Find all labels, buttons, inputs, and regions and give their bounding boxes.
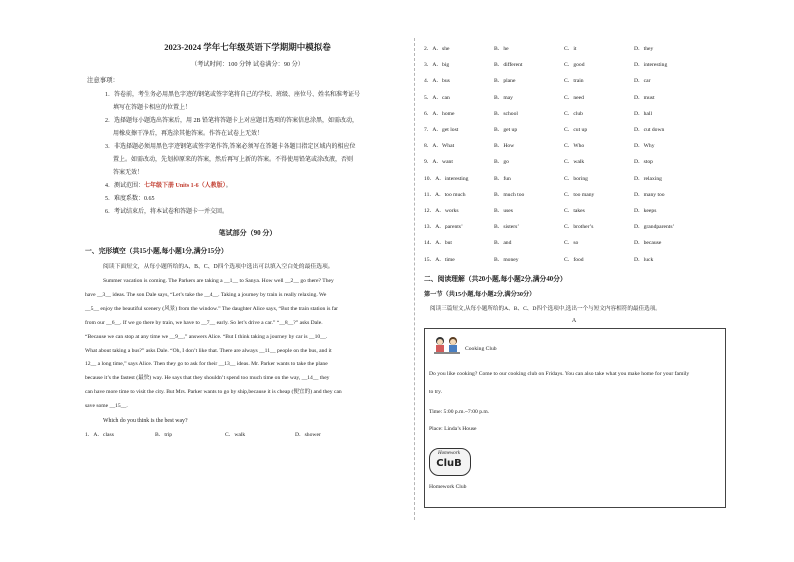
exam-subtitle: （考试时间：100 分钟 试卷满分：90 分） — [191, 61, 304, 68]
option-b: B．may — [494, 94, 513, 101]
option-a: 13．A．parents’ — [424, 224, 463, 231]
reading-section-heading: 二、阅读理解（共20小题,每小题2分,满分40分） — [424, 275, 567, 283]
reading-subsection-heading: 第一节（共15小题,每小题2分,满分30分） — [424, 290, 536, 298]
option-b: B．much too — [494, 191, 525, 198]
option-row-7 — [424, 121, 724, 137]
option-row-13 — [424, 218, 724, 234]
cooking-place: Place: Linda’s House — [429, 425, 477, 432]
option-row-5 — [424, 89, 724, 105]
option-c: C．takes — [564, 207, 585, 214]
option-row-11 — [424, 186, 724, 202]
passage-line: What about taking a bus?” asks Dale. “Oh, I don’t like that. There are always __11__ people on the bus, and it — [85, 347, 332, 354]
option-b: B．trip — [155, 431, 173, 438]
written-part-heading: 笔试部分（90 分） — [218, 229, 277, 237]
option-d: D．they — [634, 46, 654, 53]
option-a: 9．A．want — [424, 159, 453, 166]
cooking-text: to try. — [429, 388, 442, 395]
option-a: 6．A．home — [424, 110, 455, 117]
option-row-8 — [424, 137, 724, 153]
option-d: D．because — [634, 240, 662, 247]
passage-line: Summer vacation is coming. The Parkers are taking a __1__ to Sanya. How well __2__ go there? They — [103, 278, 334, 284]
option-d: D．luck — [634, 256, 654, 263]
option-b: B．different — [494, 62, 523, 69]
option-row-4 — [424, 72, 724, 88]
option-row-9 — [424, 153, 724, 169]
option-d: D．car — [634, 78, 651, 85]
passage-line: from our __6__. If we go there by train, we have to __7__ early. So let’s drive a car.” “__8__?” asks Dale. — [85, 319, 323, 326]
option-d: D．Why — [634, 143, 655, 150]
option-a: 2．A．she — [424, 46, 450, 53]
option-d: D．must — [634, 94, 655, 101]
reading-instruction: 阅读三篇短文,从每小题所给的A、B、C、D四个选项中,选出一个与短文内容相符的最佳选项。 — [430, 305, 661, 312]
scope-highlight: 七年级下册 Units 1-6（人教版） — [144, 183, 226, 189]
cloze-passage — [85, 275, 410, 414]
passage-line: have __3__ ideas. The son Dale says, “Let’s take the __4__. Taking a journey by train is really relaxing. We — [85, 291, 327, 298]
option-a: 8．A．What — [424, 143, 455, 150]
option-row-15 — [424, 250, 724, 266]
passage-line: can have more time to visit the city. But Mrs. Parker wants to go by ship,because it is cheap (便宜的) and they can — [85, 389, 342, 396]
notes-heading: 注意事项： — [87, 77, 119, 84]
cloze-question: Which do you think is the best way? — [103, 418, 188, 425]
option-c: C．walk — [564, 159, 585, 166]
cloze-section-heading: 一、完形填空（共15小题,每小题1分,满分15分） — [85, 248, 228, 255]
passage-line: save some __15__. — [85, 403, 128, 410]
passage-line: __5__ enjoy the beautiful scenery (风景) from the window.” The daughter Alice says, “But the train station is far — [85, 305, 339, 312]
option-b: B．go — [494, 159, 509, 166]
option-c: C．brother’s — [564, 224, 594, 231]
passage-line: 12__ a long time,” says Alice. Then they go to ask for their __13__ ideas. Mr. Parker wants to take the plane — [85, 361, 328, 368]
cooking-kids-icon — [431, 335, 463, 355]
note-item: 3．非选择题必须用黑色字迹钢笔或签字笔作答,答案必须写在答题卡各题目指定区域内的相应位 置上。如需改动，先划掉原来的答案，然后再写上新的答案。不得使用铅笔或涂改液，否则 答案无效！ — [105, 144, 356, 176]
options-list — [424, 40, 724, 267]
option-b: B．and — [494, 240, 512, 247]
option-a: 1．A．class — [85, 431, 114, 438]
note-item: 1．答卷前，考生务必用黑色字迹的钢笔或签字笔将自己的学校、班级、座位号、姓名和准考证号 填写在答题卡相应的位置上！ — [105, 92, 361, 111]
option-d: D．interesting — [634, 62, 668, 69]
option-c: C．good — [564, 62, 585, 69]
left-column — [85, 40, 410, 440]
note-item-scope: 4．测试范围：七年级下册 Units 1-6（人教版）。 — [105, 183, 232, 189]
cloze-instruction: 阅读下面短文，从每小题所给的A、B、C、D四个选项中选出可以填入空白处的最佳选项。 — [103, 264, 334, 270]
option-c: C．walk — [225, 431, 246, 438]
passage-line: because it’s the fastest (最快) way. He says that they shouldn’t spend too much time on the way, __14__ they — [85, 375, 330, 382]
option-d: D．shower — [295, 431, 321, 438]
option-b: B．get up — [494, 127, 518, 134]
passage-label: A — [571, 317, 577, 324]
option-c: C．food — [564, 256, 584, 263]
option-row-1 — [85, 427, 410, 440]
option-a: 4．A．bus — [424, 78, 450, 85]
option-row-12 — [424, 202, 724, 218]
option-c: C．too many — [564, 191, 595, 198]
option-b: B．uses — [494, 207, 513, 214]
note-item: 5．难度系数：0.65 — [105, 196, 155, 202]
option-b: B．he — [494, 46, 509, 53]
option-c: C．cut up — [564, 127, 588, 134]
option-a: 11．A．too much — [424, 191, 466, 198]
option-a: 3．A．big — [424, 62, 450, 69]
club-ad-box — [424, 328, 726, 508]
right-column — [424, 40, 724, 508]
option-d: D．grandparents’ — [634, 224, 675, 231]
homework-club-title: Homework Club — [429, 483, 467, 490]
option-row-2 — [424, 40, 724, 56]
option-c: C．need — [564, 94, 584, 101]
option-row-3 — [424, 56, 724, 72]
option-a: 10．A．interesting — [424, 175, 469, 182]
option-d: D．stop — [634, 159, 653, 166]
option-d: D．hall — [634, 110, 653, 117]
option-b: B．fun — [494, 175, 511, 182]
option-c: C．boring — [564, 175, 588, 182]
option-d: D．many too — [634, 191, 665, 198]
option-b: B．money — [494, 256, 519, 263]
option-b: B．How — [494, 143, 515, 150]
option-c: C．train — [564, 78, 584, 85]
option-d: D．keeps — [634, 207, 657, 214]
option-row-6 — [424, 105, 724, 121]
option-a: 5．A．can — [424, 94, 450, 101]
note-item: 2．选择题每小题选出答案后，用 2B 铅笔将答题卡上对应题目选项的答案信息涂黑，如需改动， 用橡皮擦干净后，再选涂其他答案。作答在试卷上无效！ — [105, 118, 359, 137]
option-c: C．so — [564, 240, 579, 247]
column-divider — [414, 38, 415, 520]
option-c: C．Who — [564, 143, 585, 150]
option-d: D．cut down — [634, 127, 665, 134]
option-row-10 — [424, 170, 724, 186]
option-c: C．club — [564, 110, 583, 117]
option-d: D．relaxing — [634, 175, 662, 182]
option-a: 15．A．time — [424, 256, 455, 263]
option-b: B．sisters’ — [494, 224, 520, 231]
option-a: 7．A．get lost — [424, 127, 459, 134]
option-row-14 — [424, 234, 724, 250]
passage-line: “Because we can stop at any time we __9__,” answers Alice. “But I think taking a journey by car is __10__. — [85, 333, 328, 340]
option-b: B．plane — [494, 78, 516, 85]
note-item: 6．考试结束后，将本试卷和答题卡一并交回。 — [105, 209, 229, 215]
option-c: C．it — [564, 46, 577, 53]
option-a: 14．A．but — [424, 240, 452, 247]
option-a: 12．A．works — [424, 207, 459, 214]
exam-title: 2023-2024 学年七年级英语下学期期中模拟卷 — [164, 42, 331, 52]
option-b: B．school — [494, 110, 518, 117]
homework-club-logo: Homework CluB — [429, 448, 469, 474]
cooking-text: Do you like cooking? Come to our cooking club on Fridays. You can also take what you make home for your family — [429, 370, 690, 377]
cooking-club-title: Cooking Club — [465, 345, 497, 352]
cooking-time: Time: 5:00 p.m.~7:00 p.m. — [429, 408, 490, 415]
